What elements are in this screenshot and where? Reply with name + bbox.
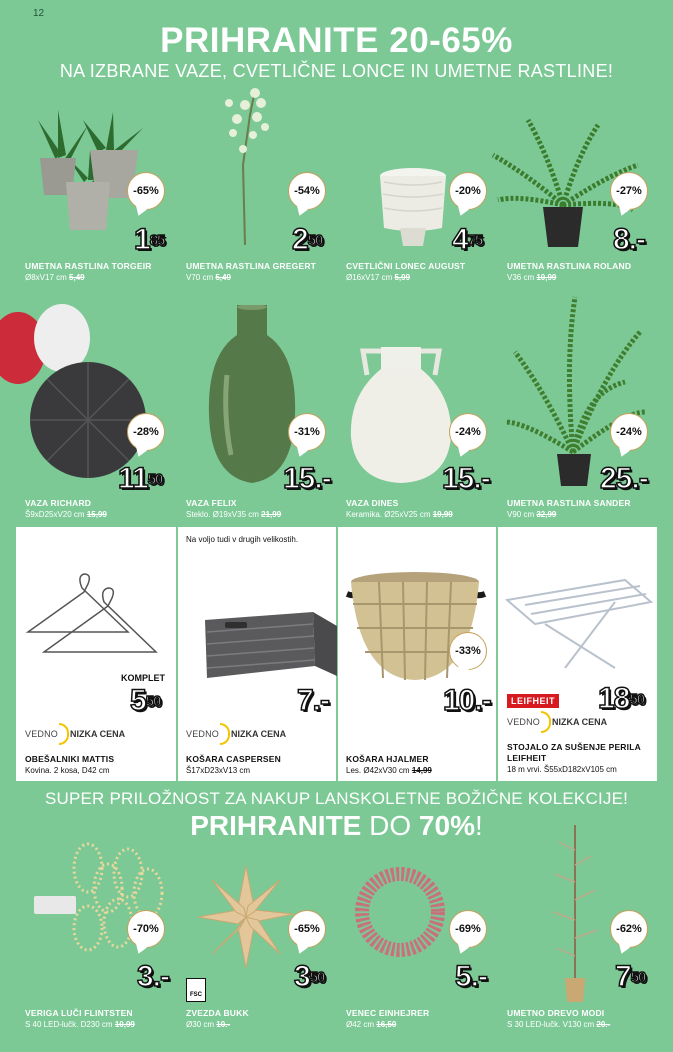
basket-caspersen-image [195,608,345,686]
vase-felix-image [205,305,300,485]
discount-badge: -20% [449,172,487,210]
hero-title: PRIHRANITE 20-65% [160,21,513,60]
price: 15.- [442,462,490,495]
product-label: UMETNA RASTLINA ROLAND V36 cm 10,99 [507,261,632,282]
divider [176,527,178,781]
hangers-image [22,570,162,660]
price: 10.- [443,684,491,717]
price: $4^{75}$ [452,223,483,256]
plant-torgeir-image [28,100,158,240]
leifheit-logo: LEIFHEIT [507,694,559,708]
product-label: OBEŠALNIKI MATTIS Kovina. 2 kosa, D42 cm [25,754,115,775]
product-label: UMETNA RASTLINA GREGERT V70 cm 5,49 [186,261,317,282]
page-number: 12 [33,8,45,19]
discount-badge: -54% [288,172,326,210]
price: $7^{50}$ [615,960,646,993]
product-label: CVETLIČNI LONEC AUGUST Ø16xV17 cm 5,99 [346,261,466,282]
hero-subtitle: NA IZBRANE VAZE, CVETLIČNE LONCE IN UMETNE RASTLINE! [59,61,614,81]
vase-richard-image [0,298,160,488]
discount-badge: -27% [610,172,648,210]
plant-gregert-image [215,85,275,245]
discount-badge: -70% [127,910,165,948]
promo-line2: PRIHRANITE DO 70%! [190,810,483,841]
discount-badge: -28% [127,413,165,451]
artificial-tree-image [545,820,605,1005]
price: $1^{85}$ [134,223,165,256]
price: 7.- [297,684,330,717]
product-label: VAZA RICHARD Š9xD25xV20 cm 15,99 [25,498,107,519]
discount-badge: -33% [449,632,487,670]
price: 15.- [283,462,331,495]
discount-badge: -24% [610,413,648,451]
paper-star-image [194,862,299,972]
price: $2^{50}$ [292,223,323,256]
always-low-price-badge: VEDNO NIZKA CENA [186,723,286,745]
product-label: VERIGA LUČI FLINTSTEN S 40 LED-lučk. D230 cm 10,99 [25,1008,135,1029]
always-low-price-badge: VEDNO NIZKA CENA [25,723,125,745]
price: $18^{50}$ [598,682,645,715]
price: $5^{50}$ [130,684,161,717]
fsc-logo: FSC [186,978,206,1002]
discount-badge: -69% [449,910,487,948]
availability-note: Na voljo tudi v drugih velikostih. [186,535,299,544]
wreath-image [352,864,448,960]
set-label: KOMPLET [121,673,165,683]
product-label: UMETNA RASTLINA SANDER V90 cm 32,99 [507,498,631,519]
price: 3.- [137,960,170,993]
product-label: STOJALO ZA SUŠENJE PERILA LEIFHEIT 18 m vrvi. Š55xD182xV105 cm [507,742,641,774]
discount-badge: -62% [610,910,648,948]
promo-line1: SUPER PRILOŽNOST ZA NAKUP LANSKOLETNE BOŽIČNE KOLEKCIJE! [44,789,629,808]
price: $3^{50}$ [294,960,325,993]
product-label: KOŠARA HJALMER Les. Ø42xV30 cm 14,99 [346,754,432,775]
product-label: VENEC EINHEJRER Ø42 cm 16,50 [346,1008,430,1029]
product-label: KOŠARA CASPERSEN Š17xD23xV13 cm [186,754,281,775]
price: $11^{50}$ [118,462,163,495]
hero-header [0,22,673,82]
price: 8.- [613,223,646,256]
product-label: UMETNA RASTLINA TORGEIR Ø8xV17 cm 5,49 [25,261,152,282]
drying-rack-image [505,572,653,672]
product-label: ZVEZDA BUKK Ø30 cm 10.- [186,1008,249,1029]
discount-badge: -24% [449,413,487,451]
product-label: VAZA FELIX Steklo. Ø19xV35 cm 21,99 [186,498,282,519]
product-label: UMETNO DREVO MODI S 30 LED-lučk. V130 cm 20.- [507,1008,611,1029]
divider [496,527,498,781]
discount-badge: -65% [127,172,165,210]
product-label: VAZA DINES Keramika. Ø25xV25 cm 19,99 [346,498,453,519]
always-low-price-badge: VEDNO NIZKA CENA [507,711,607,733]
price: 25.- [600,462,648,495]
discount-badge: -65% [288,910,326,948]
pot-august-image [378,168,448,250]
discount-badge: -31% [288,413,326,451]
price: 5.- [455,960,488,993]
